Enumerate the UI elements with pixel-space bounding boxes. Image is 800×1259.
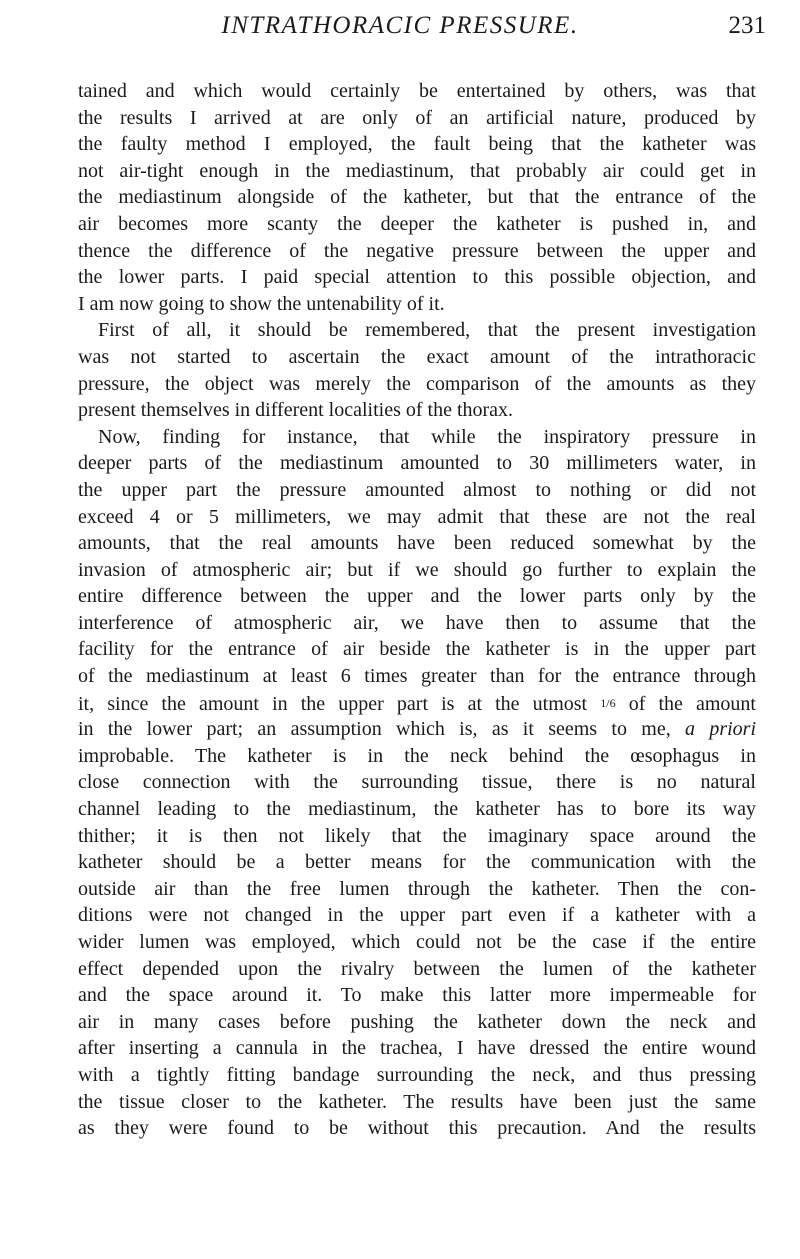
text-line: improbable. The katheter is in the neck behind the œsophagus in (78, 744, 756, 767)
text-line: air becomes more scanty the deeper the katheter is pushed in, and (78, 212, 756, 235)
text-line: present themselves in different localities of the thorax. (78, 399, 514, 422)
text-line: I am now going to show the untenability of it. (78, 292, 445, 315)
text-segment: in the lower part; an assumption which is, as it seems to me, (78, 718, 671, 741)
text-line: after inserting a cannula in the trachea, I have dressed the entire wound (78, 1037, 756, 1060)
text-line-with-italic (78, 716, 756, 743)
text-line: close connection with the surrounding tissue, there is no natural (78, 771, 756, 794)
italic-phrase: a priori (685, 718, 757, 741)
text-line: the mediastinum alongside of the katheter, but that the entrance of the (78, 186, 756, 209)
text-line: of the mediastinum at least 6 times greater than for the entrance through (78, 665, 756, 688)
text-line: wider lumen was employed, which could not be the case if the entire (78, 931, 756, 953)
running-head (0, 6, 800, 50)
text-line: outside air than the free lumen through the katheter. Then the con- (78, 877, 756, 900)
text-line: First of all, it should be remembered, that the present investigation (98, 319, 756, 342)
text-line: the tissue closer to the katheter. The results have been just the same (78, 1090, 756, 1113)
body-text (78, 78, 756, 1142)
text-line: tained and which would certainly be entertained by others, was that (78, 80, 756, 102)
text-line: not air-tight enough in the mediastinum, that probably air could get in (78, 159, 756, 182)
text-line: effect depended upon the rivalry between the lumen of the katheter (78, 957, 756, 980)
text-line: ditions were not changed in the upper part even if a katheter with a (78, 904, 756, 927)
text-line: the lower parts. I paid special attention to this possible objection, and (78, 266, 756, 289)
text-line: amounts, that the real amounts have been reduced somewhat by the (78, 532, 756, 555)
text-line: as they were found to be without this precaution. And the results (78, 1117, 756, 1140)
text-line: Now, finding for instance, that while the inspiratory pressure in (98, 425, 756, 448)
text-line: facility for the entrance of air beside the katheter is in the upper part (78, 638, 756, 661)
text-line: pressure, the object was merely the comparison of the amounts as they (78, 372, 756, 395)
text-line: was not started to ascertain the exact amount of the intrathoracic (78, 345, 756, 368)
text-line: deeper parts of the mediastinum amounted to 30 millimeters water, in (78, 452, 756, 475)
text-line: with a tightly fitting bandage surrounding the neck, and thus pressing (78, 1063, 756, 1086)
fraction: 1/6 (600, 695, 616, 710)
text-segment: of the amount (628, 692, 756, 715)
text-line: channel leading to the mediastinum, the katheter has to bore its way (78, 798, 756, 821)
text-line: the results I arrived at are only of an artificial nature, produced by (78, 106, 756, 129)
text-line: entire difference between the upper and the lower parts only by the (78, 585, 756, 608)
page-number: 231 (728, 12, 766, 39)
text-line: thence the difference of the negative pressure between the upper and (78, 239, 756, 262)
text-line: interference of atmospheric air, we have then to assume that the (78, 611, 756, 634)
text-line-with-fraction (78, 690, 756, 717)
text-line: the faulty method I employed, the fault being that the katheter was (78, 133, 756, 156)
text-segment: it, since the amount in the upper part is at the utmost (78, 692, 588, 715)
text-line: air in many cases before pushing the katheter down the neck and (78, 1010, 756, 1033)
text-line: katheter should be a better means for the communication with the (78, 851, 756, 874)
text-line: thither; it is then not likely that the imaginary space around the (78, 824, 756, 847)
text-line: the upper part the pressure amounted almost to nothing or did not (78, 478, 756, 501)
text-line: exceed 4 or 5 millimeters, we may admit that these are not the real (78, 505, 756, 528)
text-line: and the space around it. To make this latter more impermeable for (78, 984, 756, 1007)
running-title: INTRATHORACIC PRESSURE. (221, 12, 579, 39)
text-line: invasion of atmospheric air; but if we should go further to explain the (78, 558, 756, 581)
